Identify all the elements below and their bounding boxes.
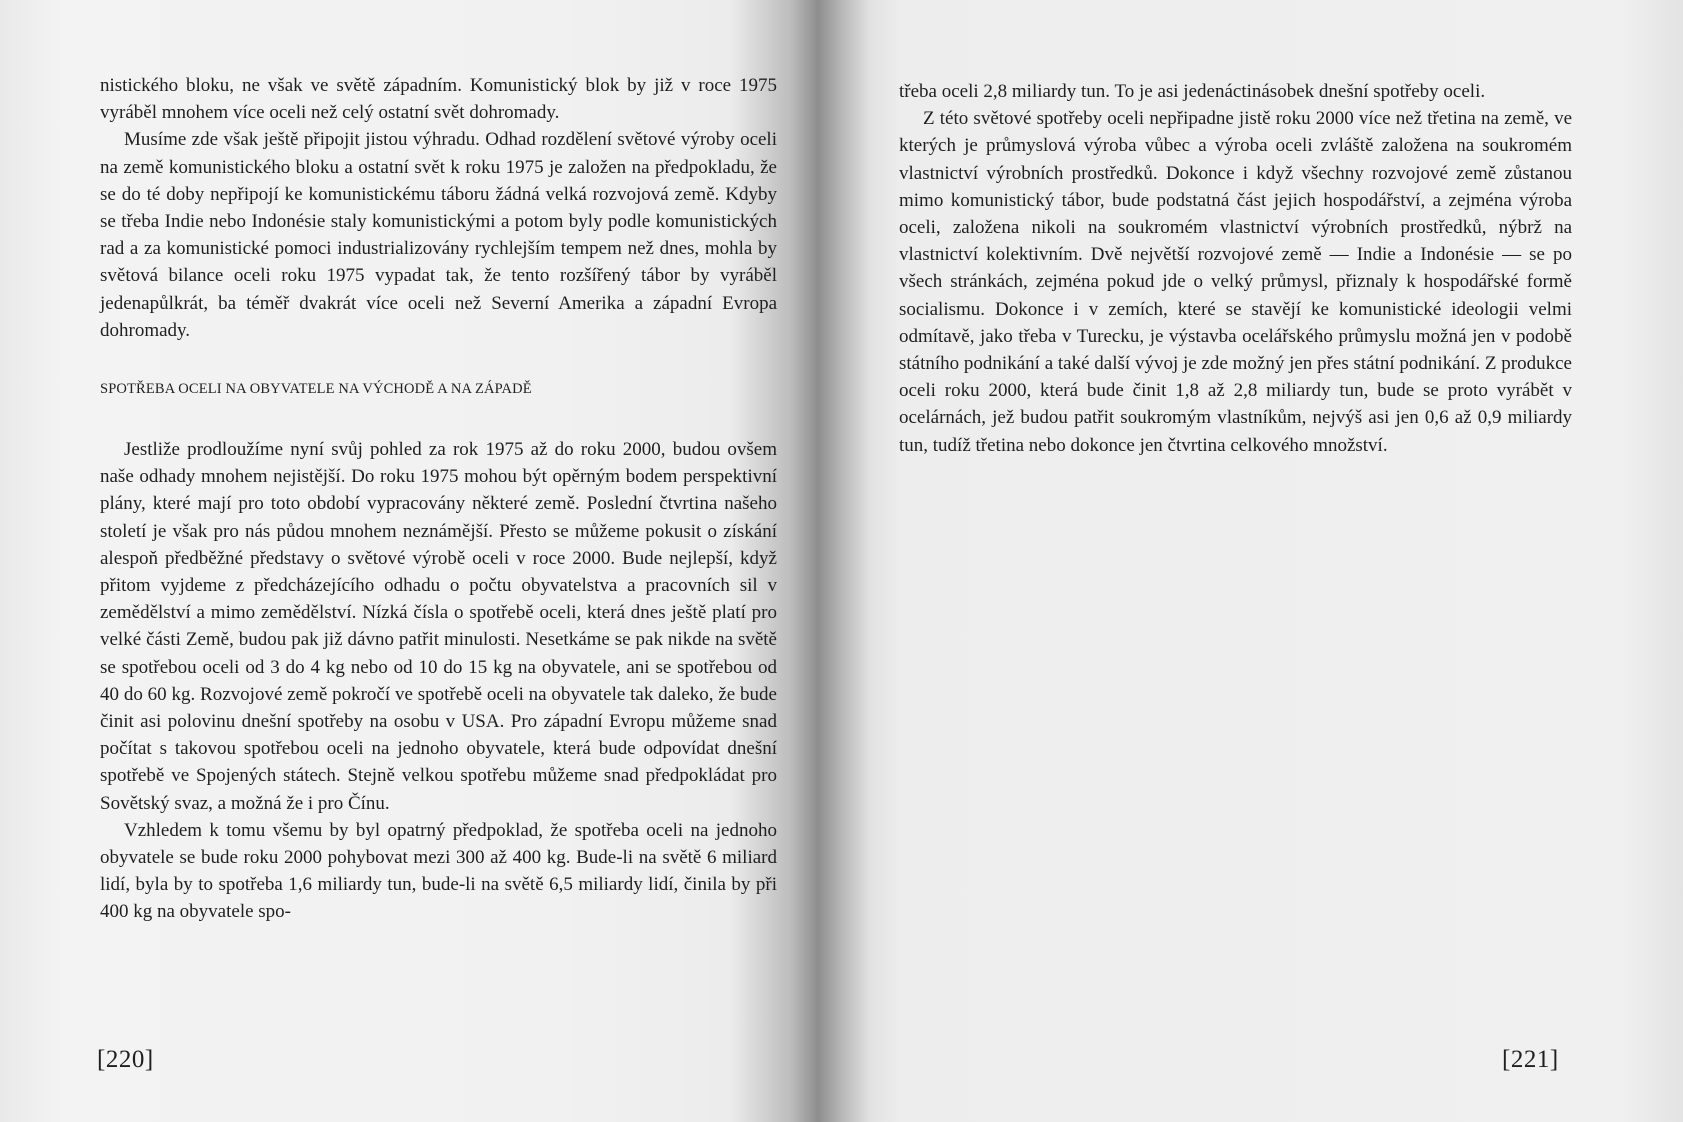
right-page-text	[899, 78, 1572, 459]
section-heading: SPOTŘEBA OCELI NA OBYVATELE NA VÝCHODĚ A NA ZÁPADĚ	[100, 381, 532, 398]
paragraph: třeba oceli 2,8 miliardy tun. To je asi jedenáctinásobek dnešní spotřeby oceli.	[899, 81, 1486, 102]
paragraph: Vzhledem k tomu všemu by byl opatrný předpoklad, že spotřeba oceli na jednoho obyvatele se bude roku 2000 pohybovat mezi 300 až 400 kg. Bude-li na světě 6 miliard lidí, byla by to spotřeba 1,6 miliardy tun, bude-li na světě 6,5 miliardy lidí, činila by při 400 kg na obyvatele spo-	[100, 819, 777, 923]
page-number: [221]	[1502, 1046, 1559, 1073]
paragraph: nistického bloku, ne však ve světě západním. Komunistický blok by již v roce 1975 vyráběl mnohem více oceli než celý ostatní svět dohromady.	[100, 75, 777, 124]
page-number: [220]	[97, 1046, 154, 1073]
paragraph: Z této světové spotřeby oceli nepřipadne jistě roku 2000 více než třetina na země, ve kterých je průmyslová výroba vůbec a výroba oceli zvláště založena na soukromém vlastnictví výrobních prostředků. Dokonce i když všechny rozvojové země zůstanou mimo komunistický tábor, bude podstatná část jejich hospodářství, a zejména výroba oceli, založena nikoli na soukromém vlastnictví výrobních prostředků, nýbrž na vlastnictví kolektivním. Dvě největší rozvojové země — Indie a Indonésie — se po všech stránkách, zejména pokud jde o velký průmysl, přiznaly k hospodářské formě socialismu. Dokonce i v zemích, které se stavějí ke komunistické ideologii velmi odmítavě, jako třeba v Turecku, je výstavba ocelářského průmyslu možná jen v podobě státního podnikání a také další vývoj je zde možný jen přes státní podnikání. Z produkce oceli roku 2000, která bude činit 1,8 až 2,8 miliardy tun, bude se proto vyrábět v ocelárnách, jež budou patřit soukromým vlastníkům, nejvýš asi jen 0,6 až 0,9 miliardy tun, tudíž třetina nebo dokonce jen čtvrtina celkového množství.	[899, 108, 1572, 456]
left-page-text	[100, 72, 777, 926]
paragraph: Musíme zde však ještě připojit jistou výhradu. Odhad rozdělení světové výroby oceli na země komunistického bloku a ostatní svět k roku 1975 je založen na předpokladu, že se do té doby nepřipojí ke komunistickému táboru žádná velká rozvojová země. Kdyby se třeba Indie nebo Indonésie staly komunistickými a potom byly podle komunistických rad a za komunistické pomoci industrializovány rychlejším tempem než dnes, mohla by světová bilance oceli roku 1975 vypadat tak, že tento rozšířený tábor by vyráběl jedenapůlkrát, ba téměř dvakrát více oceli než Severní Amerika a západní Evropa dohromady.	[100, 129, 777, 341]
paragraph: Jestliže prodloužíme nyní svůj pohled za rok 1975 až do roku 2000, budou ovšem naše odhady mnohem nejistější. Do roku 1975 mohou být opěrným bodem perspektivní plány, které mají pro toto období vypracovány některé země. Poslední čtvrtina našeho století je však pro nás půdou mnohem neznámější. Přesto se můžeme pokusit o získání alespoň předběžné představy o světové výrobě oceli v roce 2000. Bude nejlepší, když přitom vyjdeme z předcházejícího odhadu o počtu obyvatelstva a pracovních sil v zemědělství a mimo zemědělství. Nízká čísla o spotřebě oceli, která dnes ještě platí pro velké části Země, budou pak již dávno patřit minulosti. Nesetkáme se pak nikde na světě se spotřebou oceli od 3 do 4 kg nebo od 10 do 15 kg na obyvatele, ani se spotřebou od 40 do 60 kg. Rozvojové země pokročí ve spotřebě oceli na obyvatele tak daleko, že bude činit asi polovinu dnešní spotřeby na osobu v USA. Pro západní Evropu můžeme snad počítat s takovou spotřebou oceli na jednoho obyvatele, která bude odpovídat dnešní spotřebě ve Spojených státech. Stejně velkou spotřebu můžeme snad předpokládat pro Sovětský svaz, a možná že i pro Čínu.	[100, 439, 777, 814]
right-page	[842, 0, 1683, 1122]
